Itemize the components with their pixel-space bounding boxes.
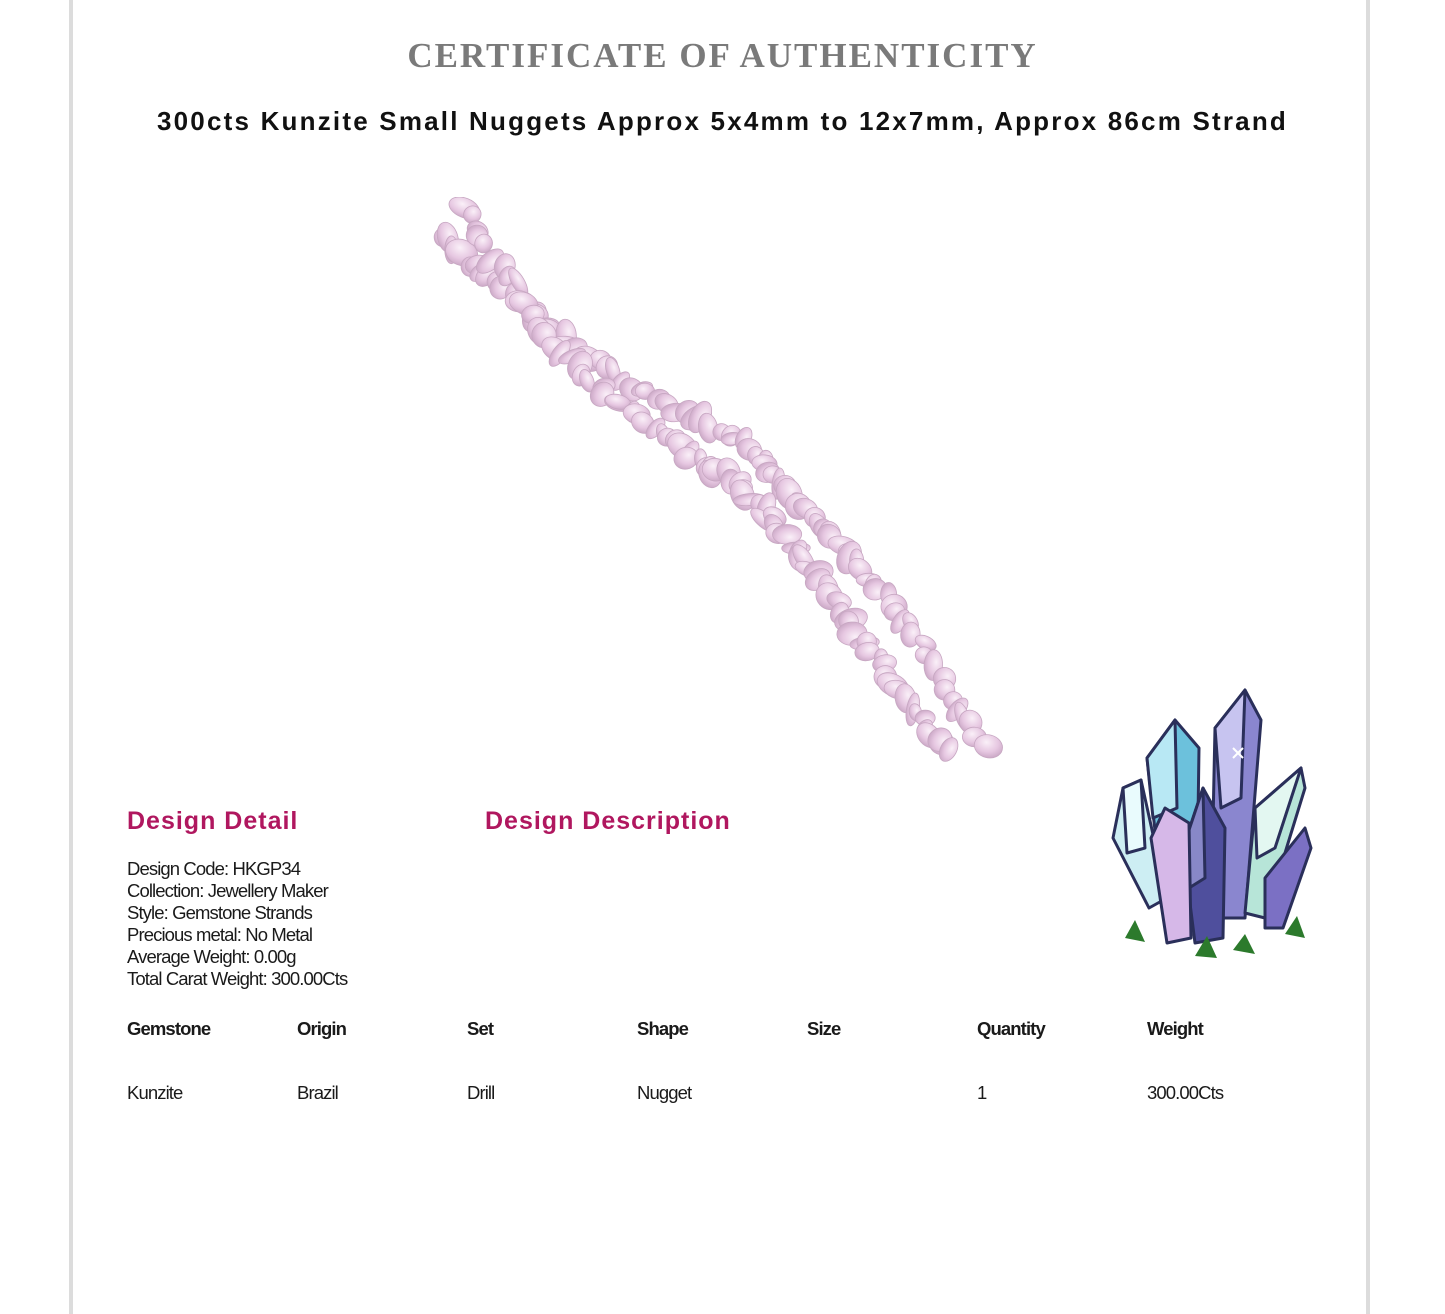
table-cell: 300.00Cts [1147,1082,1224,1103]
table-cell: Brazil [297,1082,338,1103]
column-header: Quantity [977,1018,1045,1039]
total-carat-weight: Total Carat Weight: 300.00Cts [127,968,348,989]
design-description-heading: Design Description [485,807,731,835]
table-row [127,1044,1317,1104]
column-header: Set [467,1018,494,1039]
table-cell: Kunzite [127,1082,183,1103]
column-header: Origin [297,1018,347,1039]
average-weight: Average Weight: 0.00g [127,946,296,967]
collection: Collection: Jewellery Maker [127,880,328,901]
page-border-right [1366,0,1370,1314]
design-code: Design Code: HKGP34 [127,858,301,879]
design-detail-list [127,858,347,990]
column-header: Gemstone [127,1018,211,1039]
certificate-title: CERTIFICATE OF AUTHENTICITY [407,36,1038,75]
page-border-left [69,0,73,1314]
column-header: Weight [1147,1018,1203,1039]
precious-metal: Precious metal: No Metal [127,924,313,945]
table-cell: 1 [977,1082,987,1103]
style: Style: Gemstone Strands [127,902,312,923]
kunzite-strand-photo [432,197,1012,779]
table-header-row [127,1018,1317,1044]
table-cell: Drill [467,1082,495,1103]
table-cell: Nugget [637,1082,692,1103]
design-detail-heading: Design Detail [127,807,299,835]
gemstone-table [127,1018,1317,1104]
table-cell [807,1044,977,1104]
product-title: 300cts Kunzite Small Nuggets Approx 5x4mm to 12x7mm, Approx 86cm Strand [156,106,1288,136]
column-header: Size [807,1018,841,1039]
column-header: Shape [637,1018,689,1039]
crystal-cluster-icon [1105,688,1317,968]
